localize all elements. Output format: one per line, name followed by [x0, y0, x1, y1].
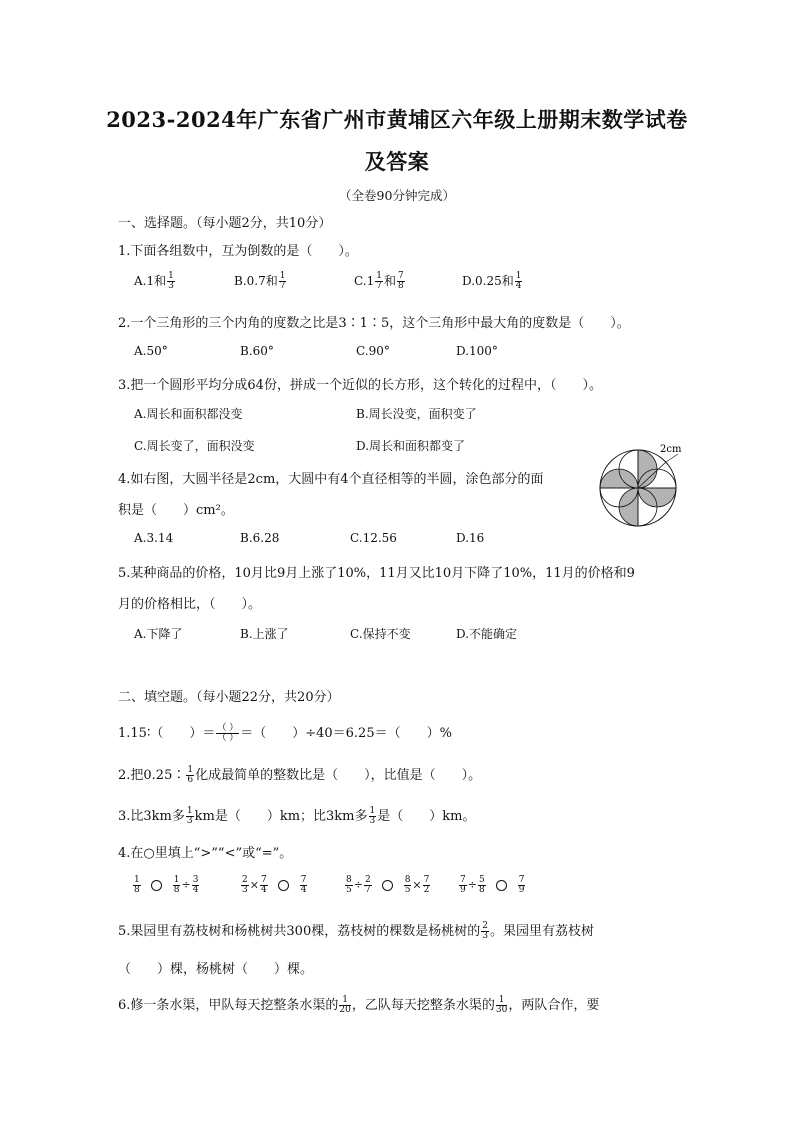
- q2-1-line: 1.15∶（ ）＝ $\frac{( )}{( )}$ ＝（ ）÷40＝6.25＝（ ）%: [118, 723, 452, 743]
- q1-2-stem: 2.一个三角形的三个内角的度数之比是3∶1∶5，这个三角形中最大角的度数是（ ）。: [118, 316, 630, 331]
- q1-4-option-d: D.16: [456, 531, 485, 545]
- q2-5-line2: （ ）棵，杨桃树（ ）棵。: [118, 962, 314, 977]
- q1-2-option-c: C.90°: [356, 344, 390, 358]
- q2-6-line1: 6.修一条水渠，甲队每天挖整条水渠的 $\frac{1}{20}$ ，乙队每天挖整条水渠的 $\frac{1}{30}$ ，两队合作，要: [118, 995, 600, 1015]
- blank-circle-icon[interactable]: [382, 880, 393, 891]
- q1-2-option-b: B.60°: [240, 344, 274, 358]
- section2-heading: 二、填空题。（每小题22分，共20分）: [118, 690, 340, 705]
- q1-4-stem-line2: 积是（ ）cm²。: [118, 503, 234, 518]
- q1-1-option-d: D.0.25和 $\frac{1}{4}$: [462, 271, 522, 291]
- q1-3-option-a: A.周长和面积都没变: [134, 407, 243, 421]
- q1-2-option-a: A.50°: [134, 344, 168, 358]
- document-title-line2: 及答案: [364, 149, 430, 174]
- q1-4-stem-line1: 4.如右图，大圆半径是2cm，大圆中有4个直径相等的半圆，涂色部分的面: [118, 472, 544, 487]
- q1-4-option-c: C.12.56: [350, 531, 397, 545]
- q1-5-option-d: D.不能确定: [456, 627, 518, 641]
- q1-4-option-b: B.6.28: [240, 531, 280, 545]
- q1-3-option-b: B.周长没变，面积变了: [356, 407, 477, 421]
- q1-5-stem-line1: 5.某种商品的价格，10月比9月上涨了10%，11月又比10月下降了10%，11月的价格和9: [118, 566, 635, 581]
- pinwheel-circle-figure: [594, 440, 688, 530]
- blank-circle-icon[interactable]: [278, 880, 289, 891]
- q1-5-option-c: C.保持不变: [350, 627, 411, 641]
- q2-2-line: 2.把0.25∶ $\frac{1}{6}$ 化成最简单的整数比是（ ），比值是（ ）。: [118, 765, 482, 785]
- section1-heading: 一、选择题。（每小题2分，共10分）: [118, 216, 332, 231]
- q1-1-option-a: A.1和 $\frac{1}{3}$: [134, 271, 174, 291]
- q2-3-line: 3.比3km多 $\frac{1}{3}$ km是（ ）km；比3km多 $\frac{1}{3}$ 是（ ）km。: [118, 806, 476, 826]
- q2-4-compare-1: $\frac{1}{8}$ $\frac{1}{8}$ ÷ $\frac{3}{4}$: [134, 875, 199, 895]
- q1-4-option-a: A.3.14: [134, 531, 174, 545]
- q2-4-compare-4: $\frac{7}{9}$ ÷ $\frac{5}{8}$ $\frac{7}{9}$: [460, 875, 525, 895]
- q1-1-option-b: B.0.7和 $\frac{1}{7}$: [234, 271, 286, 291]
- q1-5-option-b: B.上涨了: [240, 627, 289, 641]
- q1-3-stem: 3.把一个圆形平均分成64份，拼成一个近似的长方形，这个转化的过程中，（ ）。: [118, 378, 602, 393]
- q2-5-line1: 5.果园里有荔枝树和杨桃树共300棵，荔枝树的棵数是杨桃树的 $\frac{2}{3}$ 。果园里有荔枝树: [118, 921, 594, 941]
- q2-4-stem: 4.在○里填上“>”“<”或“=”。: [118, 846, 293, 861]
- document-subtitle: （全卷90分钟完成）: [339, 188, 455, 203]
- q1-5-stem-line2: 月的价格相比，（ ）。: [118, 597, 262, 612]
- q1-1-option-c: C.1 $\frac{1}{7}$ 和 $\frac{7}{8}$: [354, 271, 404, 291]
- blank-circle-icon[interactable]: [496, 880, 507, 891]
- q1-5-option-a: A.下降了: [134, 627, 183, 641]
- q2-4-compare-2: $\frac{2}{3}$ × $\frac{7}{4}$ $\frac{7}{4}$: [242, 875, 307, 895]
- q1-3-option-c: C.周长变了，面积没变: [134, 439, 255, 453]
- q1-2-option-d: D.100°: [456, 344, 498, 358]
- document-title-line1: 2023-2024年广东省广州市黄埔区六年级上册期末数学试卷: [106, 107, 688, 132]
- q1-1-stem: 1.下面各组数中，互为倒数的是（ ）。: [118, 244, 358, 259]
- figure-radius-label: 2cm: [660, 444, 682, 455]
- q2-4-compare-3: $\frac{8}{5}$ ÷ $\frac{2}{7}$ $\frac{8}{5}$ × $\frac{7}{2}$: [346, 875, 430, 895]
- q1-3-option-d: D.周长和面积都变了: [356, 439, 466, 453]
- blank-circle-icon[interactable]: [151, 880, 162, 891]
